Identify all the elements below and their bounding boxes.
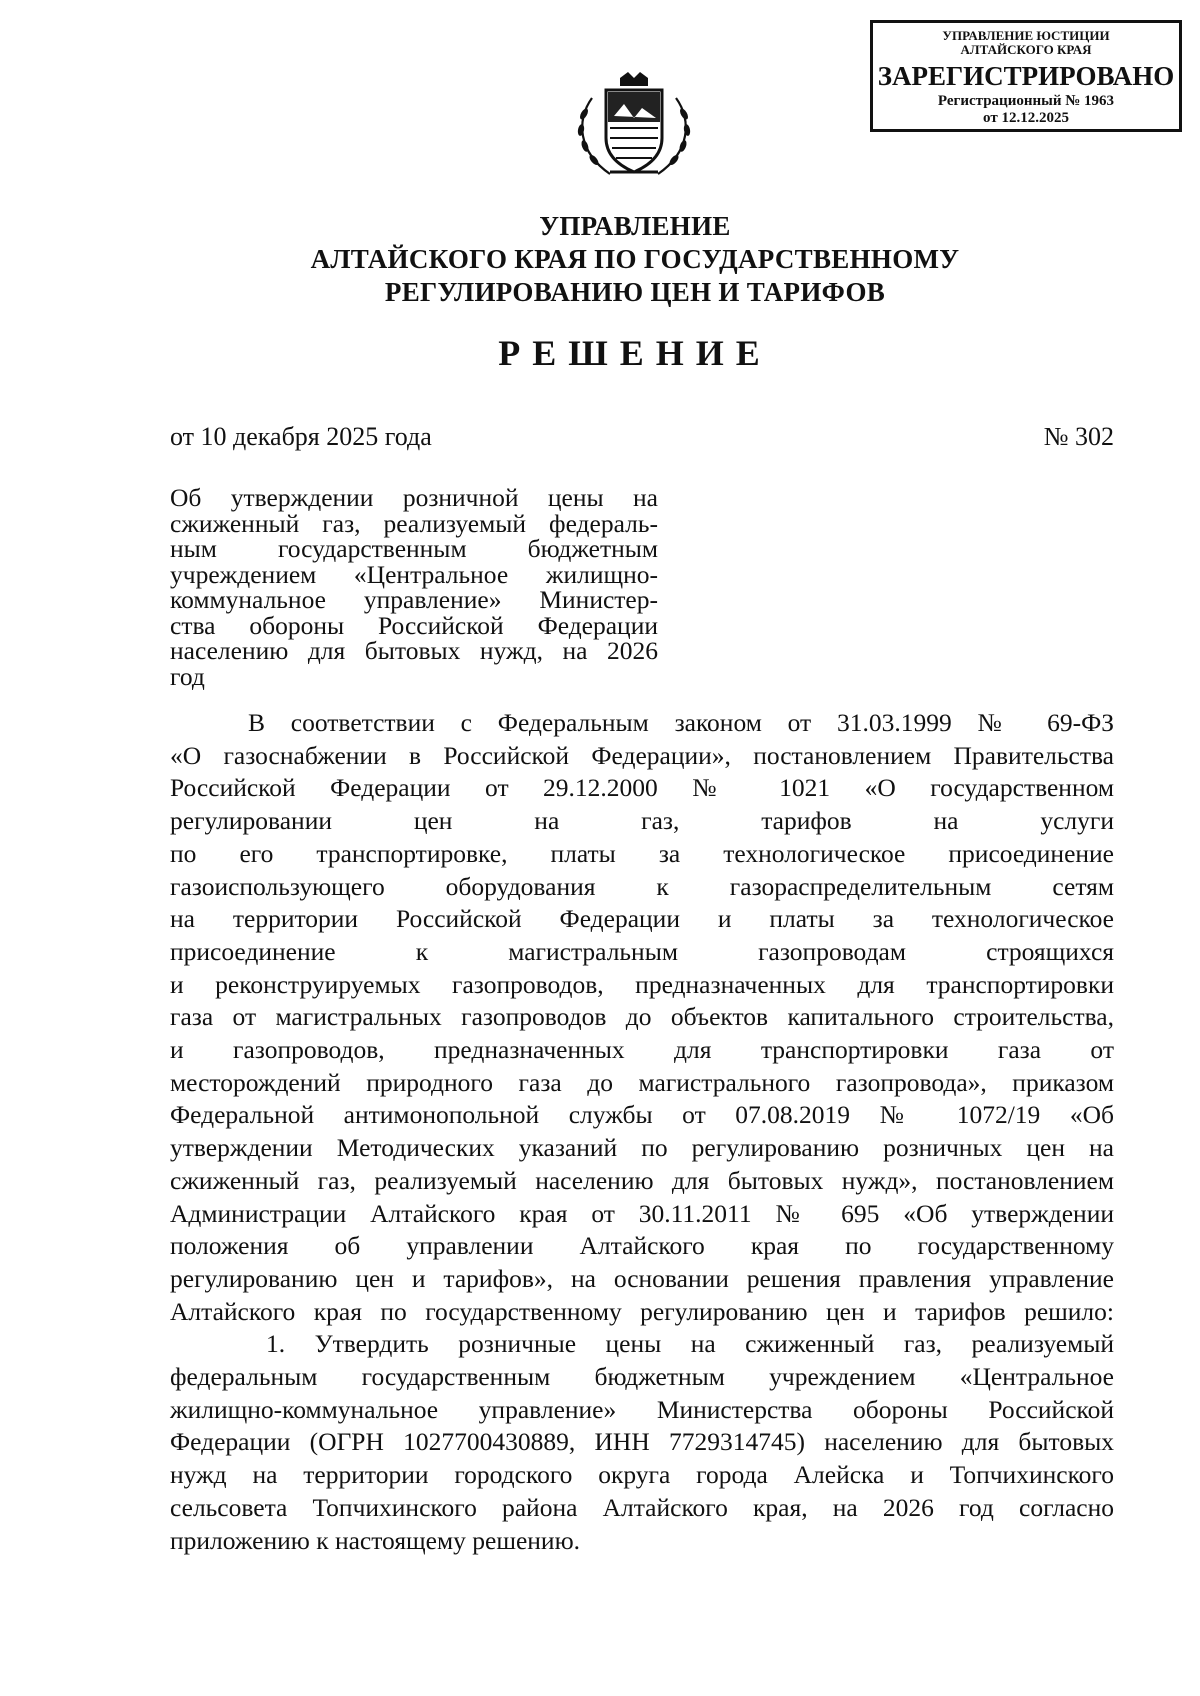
body-line: «О газоснабжении в Российской Федерации», постановлением Правительства: [170, 740, 1114, 770]
item-line: 1. Утвердить розничные цены на сжиженный газ, реализуемый: [266, 1329, 1114, 1359]
stamp-reg-date: от 12.12.2025: [983, 110, 1069, 126]
subject-line: сжиженный газ, реализуемый федераль-: [170, 508, 658, 538]
decision-body: [170, 707, 1114, 1557]
stamp-reg-number: Регистрационный № 1963: [937, 93, 1115, 109]
body-line: В соответствии с Федеральным законом от 31.03.1999 № 69-ФЗ: [248, 708, 1114, 737]
body-line: регулированию цен и тарифов», на основании решения правления управление: [170, 1263, 1114, 1293]
body-line: Алтайского края по государственному регулированию цен и тарифов решило:: [170, 1296, 1114, 1326]
body-line: газоиспользующего оборудования к газораспределительным сетям: [170, 871, 1114, 901]
subject-line: ства обороны Российской Федерации: [170, 610, 658, 640]
body-line: и реконструируемых газопроводов, предназначенных для транспортировки: [170, 969, 1114, 999]
coat-of-arms-emblem-icon: [570, 68, 698, 184]
body-line: на территории Российской Федерации и платы за технологическое: [170, 904, 1114, 934]
item-line: жилищно-коммунальное управление» Министерства обороны Российской: [170, 1394, 1114, 1424]
document-type-title: РЕШЕНИЕ: [498, 333, 772, 373]
body-line: положения об управлении Алтайского края по государственному: [170, 1231, 1114, 1261]
registration-stamp: [870, 20, 1182, 132]
subject-line: ным государственным бюджетным: [170, 534, 658, 563]
subject-line: коммунальное управление» Министер-: [170, 585, 658, 614]
org-line: УПРАВЛЕНИЕ: [539, 211, 731, 241]
subject-line: Об утверждении розничной цены на: [170, 483, 658, 512]
item-line: федеральным государственным бюджетным учреждением «Центральное: [170, 1362, 1114, 1392]
body-line: присоединение к магистральным газопроводам строящихся: [170, 936, 1114, 966]
body-line: газа от магистральных газопроводов до объектов капитального строительства,: [170, 1002, 1114, 1032]
org-line: АЛТАЙСКОГО КРАЯ ПО ГОСУДАРСТВЕННОМУ: [310, 244, 960, 274]
item-line: Федерации (ОГРН 1027700430889, ИНН 7729314745) населению для бытовых: [170, 1427, 1114, 1457]
body-line: Федеральной антимонопольной службы от 07.08.2019 № 1072/19 «Об: [170, 1100, 1114, 1130]
body-line: и газопроводов, предназначенных для транспортировки газа от: [170, 1035, 1114, 1065]
document-number: № 302: [1043, 422, 1114, 451]
org-line: РЕГУЛИРОВАНИЮ ЦЕН И ТАРИФОВ: [384, 277, 886, 307]
item-line: нужд на территории городского округа города Алейска и Топчихинского: [170, 1460, 1114, 1490]
body-line: месторождений природного газа до магистрального газопровода», приказом: [170, 1067, 1114, 1097]
stamp-agency-line1: УПРАВЛЕНИЕ ЮСТИЦИИ: [942, 28, 1110, 43]
body-line: по его транспортировке, платы за технологическое присоединение: [170, 838, 1114, 868]
body-line: Российской Федерации от 29.12.2000 № 1021 «О государственном: [170, 773, 1114, 803]
document-subject: [170, 485, 658, 689]
stamp-agency-line2: АЛТАЙСКОГО КРАЯ: [960, 42, 1092, 57]
subject-line: населению для бытовых нужд, на 2026: [170, 636, 658, 665]
subject-line: год: [170, 661, 205, 691]
item-line: сельсовета Топчихинского района Алтайского края, на 2026 год согласно: [170, 1492, 1114, 1522]
stamp-status: ЗАРЕГИСТРИРОВАНО: [877, 61, 1175, 91]
organization-name: [0, 210, 1200, 309]
item-line: приложению к настоящему решению.: [170, 1525, 581, 1555]
document-date: от 10 декабря 2025 года: [170, 422, 432, 451]
subject-line: учреждением «Центральное жилищно-: [170, 559, 658, 589]
body-line: регулировании цен на газ, тарифов на услуги: [170, 806, 1114, 836]
body-line: утверждении Методических указаний по регулированию розничных цен на: [170, 1133, 1114, 1163]
body-line: сжиженный газ, реализуемый населению для бытовых нужд», постановлением: [170, 1165, 1114, 1195]
body-line: Администрации Алтайского края от 30.11.2011 № 695 «Об утверждении: [170, 1198, 1114, 1228]
